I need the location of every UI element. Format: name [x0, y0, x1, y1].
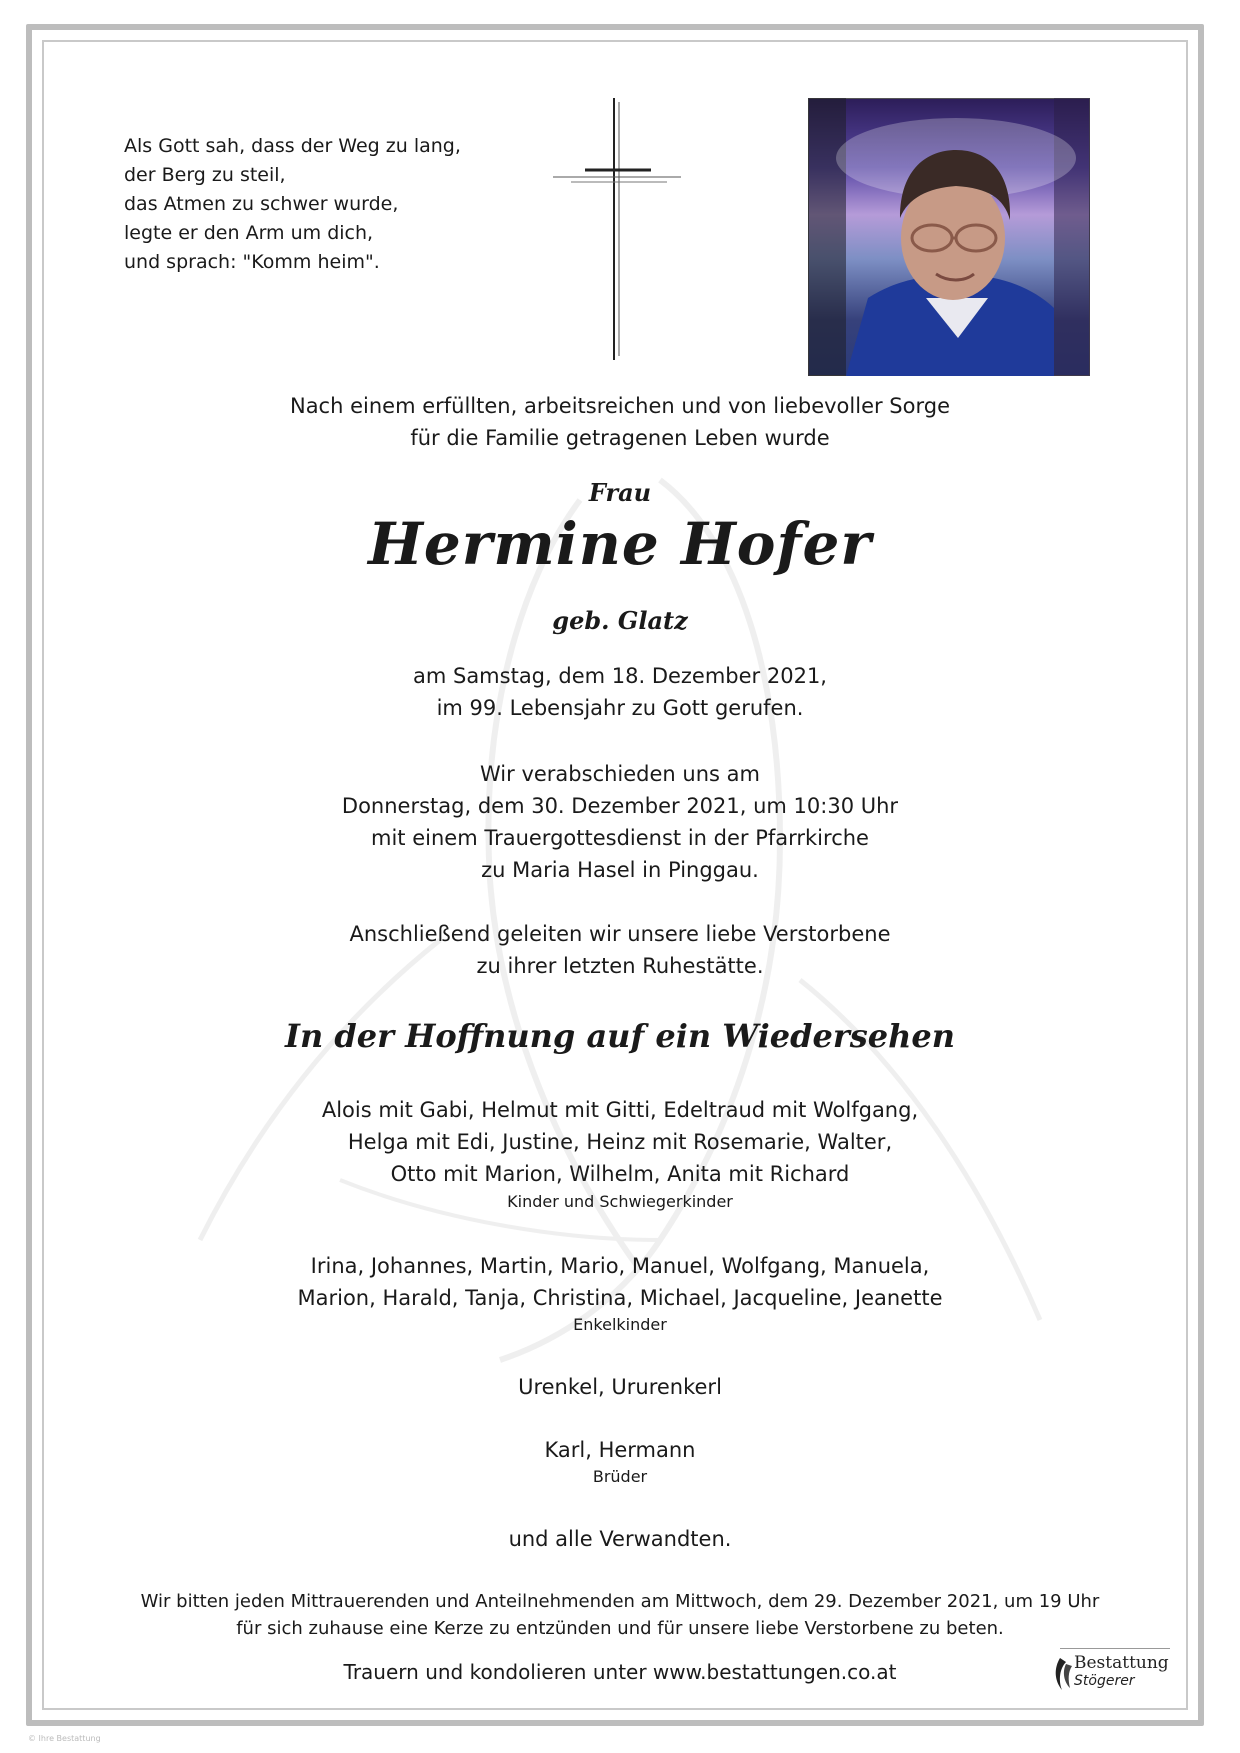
logo-subtext: Stögerer [1074, 1673, 1135, 1689]
poem-line: und sprach: "Komm heim". [124, 251, 380, 273]
grandchildren-list [140, 1250, 1100, 1314]
candle-note [130, 1588, 1110, 1642]
birth-name: geb. Glatz [552, 606, 688, 635]
great-grandchildren: Urenkel, Ururenkerl [518, 1375, 722, 1399]
grandchildren-line: Irina, Johannes, Martin, Mario, Manuel, Wolfgang, Manuela, [310, 1254, 930, 1278]
brothers-label: Brüder [592, 1467, 648, 1486]
poem-line: legte er den Arm um dich, [124, 222, 374, 244]
children-line: Otto mit Marion, Wilhelm, Anita mit Richard [390, 1162, 850, 1186]
death-line: im 99. Lebensjahr zu Gott gerufen. [436, 696, 804, 720]
brothers: Karl, Hermann [544, 1438, 696, 1462]
service-line: Donnerstag, dem 30. Dezember 2021, um 10:30 Uhr [341, 794, 899, 818]
poem-line: Als Gott sah, dass der Weg zu lang, [124, 135, 461, 157]
condolence-link[interactable]: Trauern und kondolieren unter www.bestattungen.co.at [343, 1660, 897, 1684]
grandchildren-label: Enkelkinder [573, 1315, 667, 1334]
deceased-name: Hermine Hofer [368, 510, 872, 578]
service-line: zu Maria Hasel in Pinggau. [481, 858, 759, 882]
burial-info [140, 918, 1100, 982]
death-line: am Samstag, dem 18. Dezember 2021, [412, 664, 827, 688]
poem-line: das Atmen zu schwer wurde, [124, 193, 399, 215]
burial-line: zu ihrer letzten Ruhestätte. [476, 954, 764, 978]
footer-small-print: © Ihre Bestattung [28, 1734, 101, 1743]
poem [124, 132, 524, 277]
poem-line: der Berg zu steil, [124, 164, 286, 186]
children-label: Kinder und Schwiegerkinder [507, 1192, 733, 1211]
service-line: Wir verabschieden uns am [480, 762, 760, 786]
intro-text [140, 390, 1100, 454]
burial-line: Anschließend geleiten wir unsere liebe Verstorbene [349, 922, 891, 946]
children-line: Alois mit Gabi, Helmut mit Gitti, Edeltraud mit Wolfgang, [321, 1098, 919, 1122]
note-line: Wir bitten jeden Mittrauerenden und Anteilnehmenden am Mittwoch, dem 29. Dezember 2021, um 19 Uhr [140, 1591, 1100, 1612]
death-notice [140, 660, 1100, 724]
relatives: und alle Verwandten. [508, 1527, 732, 1551]
note-line: für sich zuhause eine Kerze zu entzünden und für unsere liebe Verstorbene zu beten. [236, 1618, 1004, 1639]
logo-rule [1060, 1648, 1170, 1649]
portrait-image [808, 98, 1090, 376]
service-line: mit einem Trauergottesdienst in der Pfarrkirche [371, 826, 869, 850]
children-list [140, 1094, 1100, 1190]
service-info [140, 758, 1100, 886]
title-frau: Frau [588, 478, 652, 507]
portrait-photo [808, 98, 1090, 376]
cross-icon [553, 98, 683, 360]
motto: In der Hoffnung auf ein Wiedersehen [284, 1017, 956, 1055]
logo-text: Bestattung [1074, 1653, 1169, 1673]
intro-line: für die Familie getragenen Leben wurde [410, 426, 830, 450]
intro-line: Nach einem erfüllten, arbeitsreichen und von liebevoller Sorge [289, 394, 950, 418]
children-line: Helga mit Edi, Justine, Heinz mit Rosemarie, Walter, [347, 1130, 893, 1154]
grandchildren-line: Marion, Harald, Tanja, Christina, Michael, Jacqueline, Jeanette [297, 1286, 943, 1310]
